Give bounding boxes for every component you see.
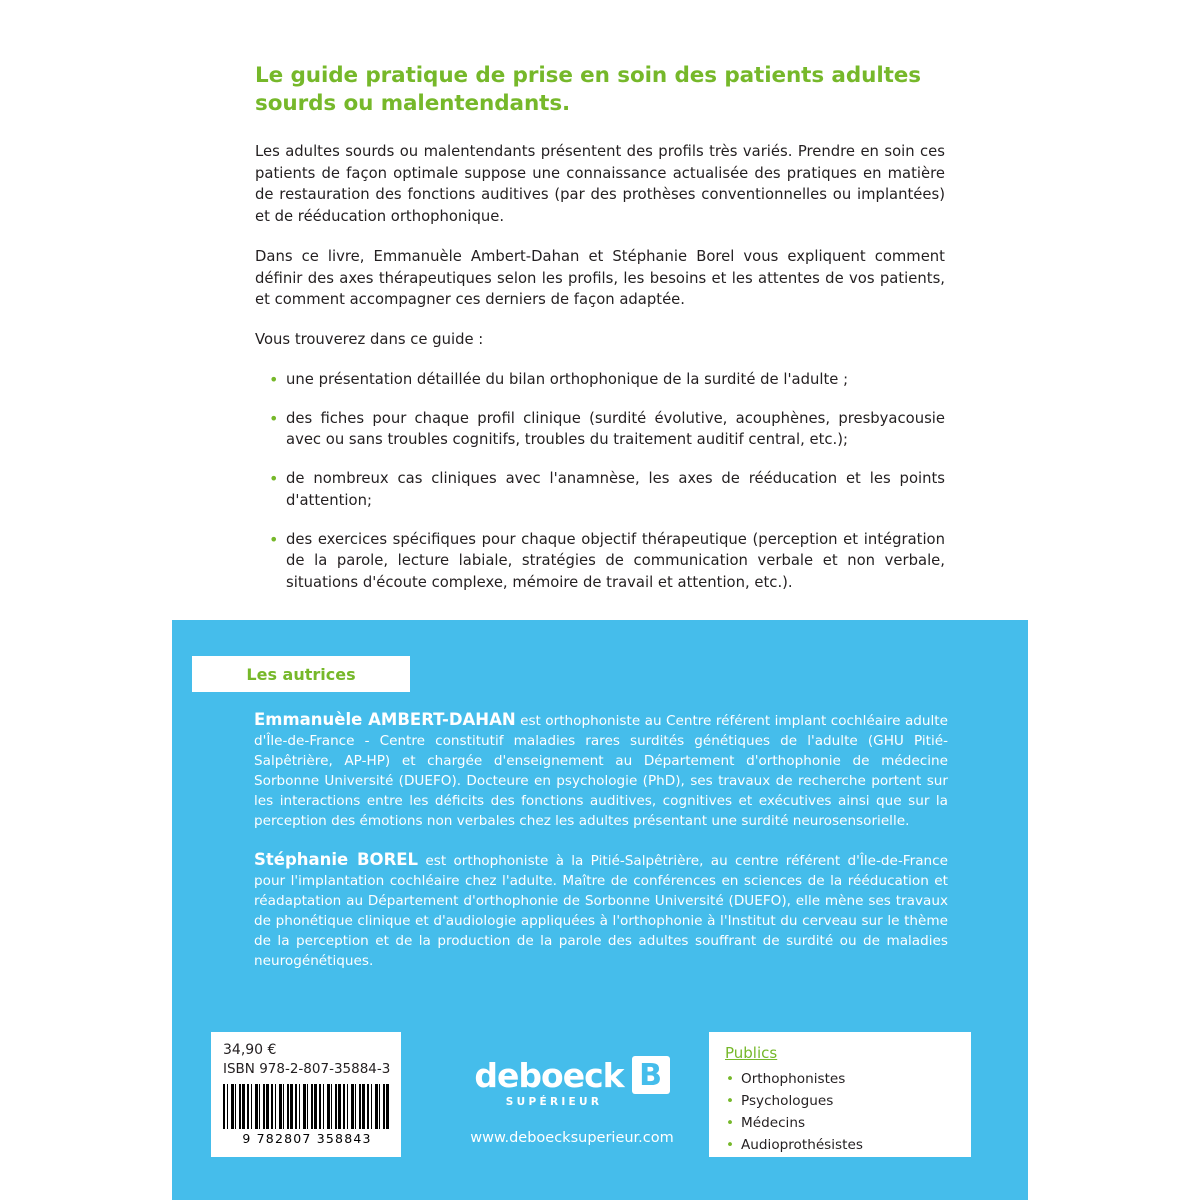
list-item: • de nombreux cas cliniques avec l'anamnèse, les axes de rééducation et les points d'attention; xyxy=(255,468,945,512)
list-item: • Psychologues xyxy=(725,1090,971,1112)
author-bio-1 xyxy=(254,708,948,832)
authors-tab xyxy=(192,656,410,692)
isbn-value: ISBN 978-2-807-35884-3 xyxy=(223,1061,391,1078)
publics-title: Publics xyxy=(725,1044,778,1062)
barcode-icon xyxy=(223,1084,391,1129)
list-item: • une présentation détaillée du bilan orthophonique de la surdité de l'adulte ; xyxy=(255,369,945,391)
description-area xyxy=(255,62,945,611)
intro-paragraph-2: Dans ce livre, Emmanuèle Ambert-Dahan et Stéphanie Borel vous expliquent comment définir des axes thérapeutiques selon les profils, les besoins et les attentes de vos patients, et comment accompagner ces derniers de façon adaptée. xyxy=(255,247,945,309)
price-isbn-box xyxy=(211,1032,401,1157)
author-bio-text: est orthophoniste au Centre référent implant cochléaire adulte d'Île-de-France - Centre constitutif maladies rares surdités génétiques de l'adulte (GHU Pitié-Salpêtrière, AP-HP) et chargée d'enseignement au Département d'orthophonie de médecine Sorbonne Université (DUEFO). Docteure en psychologie (PhD), ses travaux de recherche portent sur les interactions entre les déficits des fonctions auditives, cognitives et exécutives ainsi que sur la perception des émotions non verbales chez les adultes présentant une surdité neurosensorielle. xyxy=(254,713,948,830)
publisher-logo-line xyxy=(417,1056,727,1094)
author-bio-text: est orthophoniste à la Pitié-Salpêtrière, au centre référent d'Île-de-France pour l'implantation cochléaire chez l'adulte. Maître de conférences en sciences de la rééducation et réadaptation au Département d'orthophonie de Sorbonne Université (DUEFO), elle mène ses travaux de phonétique clinique et d'audiologie appliquées à l'orthophonie à l'Institut du cerveau sur le thème de la perception et de la production de la parole des adultes souffrant de surdité ou de maladies neurogénétiques. xyxy=(254,853,948,970)
price-value: 34,90 € xyxy=(223,1042,277,1058)
page-title: Le guide pratique de prise en soin des patients adultes sourds ou malentendants. xyxy=(255,63,921,117)
list-item: • des fiches pour chaque profil clinique (surdité évolutive, acouphènes, presbyacousie avec ou sans troubles cognitifs, troubles du traitement auditif central, etc.); xyxy=(255,408,945,452)
publics-list xyxy=(725,1068,971,1156)
publisher-b-mark: B xyxy=(632,1056,670,1094)
publisher-subtitle: SUPÉRIEUR xyxy=(505,1096,603,1108)
publisher-logo xyxy=(417,1056,727,1146)
author-bio-2 xyxy=(254,848,948,972)
publisher-name: deboeck xyxy=(474,1055,624,1095)
barcode-digits: 9 782807 358843 xyxy=(242,1131,372,1146)
features-list xyxy=(255,369,945,594)
publics-box xyxy=(709,1032,971,1157)
author-name: Stéphanie BOREL xyxy=(254,850,419,869)
list-item: • Audioprothésistes xyxy=(725,1134,971,1156)
intro-paragraph-3: Vous trouverez dans ce guide : xyxy=(255,331,484,348)
authors-tab-label: Les autrices xyxy=(246,664,356,684)
list-item: • Médecins xyxy=(725,1112,971,1134)
list-item: • des exercices spécifiques pour chaque objectif thérapeutique (perception et intégration de la parole, lecture labiale, stratégies de communication verbale et non verbale, situations d'écoute complexe, mémoire de travail et attention, etc.). xyxy=(255,529,945,594)
list-item: • Orthophonistes xyxy=(725,1068,971,1090)
author-name: Emmanuèle AMBERT-DAHAN xyxy=(254,710,516,729)
publisher-website[interactable]: www.deboecksuperieur.com xyxy=(470,1130,674,1146)
authors-panel xyxy=(172,620,1028,1200)
intro-paragraph-1: Les adultes sourds ou malentendants présentent des profils très variés. Prendre en soin ces patients de façon optimale suppose une connaissance actualisée des pratiques en matière de restauration des fonctions auditives (par des prothèses conventionnelles ou implantées) et de rééducation orthophonique. xyxy=(255,142,945,225)
